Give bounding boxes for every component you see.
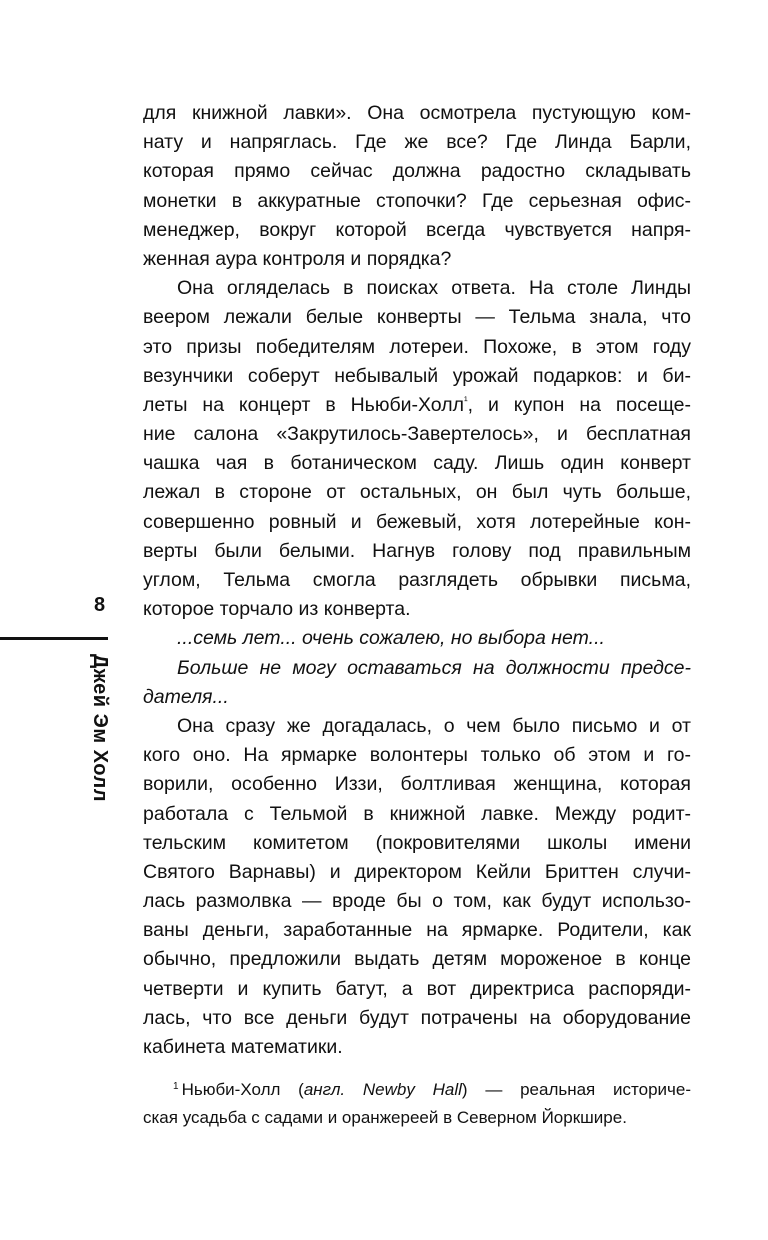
text-line: кого оно. На ярмарке волонтеры только об этом и го- xyxy=(143,744,691,767)
text-segment: леты на концерт в Ньюби-Холл xyxy=(143,393,464,416)
footnote-mark: 1 xyxy=(173,1081,179,1092)
text-line: для книжной лавки». Она осмотрела пустующую ком- xyxy=(143,102,691,124)
text-line: кабинета математики. xyxy=(143,1036,343,1058)
text-line: ваны деньги, заработанные на ярмарке. Родители, как xyxy=(143,919,691,942)
text-line: везунчики соберут небывалый урожай подарков: и би- xyxy=(143,364,691,387)
text-line: которая прямо сейчас должна радостно складывать xyxy=(143,160,691,183)
text-line: чашка чая в ботаническом саду. Лишь один конверт xyxy=(143,452,691,475)
letter-quote-line: дателя... xyxy=(143,685,229,708)
footnote-text: Ньюби-Холл ( xyxy=(181,1080,304,1099)
text-line: монетки в аккуратные стопочки? Где серьезная офис- xyxy=(143,189,691,212)
text-line-with-footnote xyxy=(143,391,691,420)
text-line: лежал в стороне от остальных, он был чуть больше, xyxy=(143,481,691,504)
author-running-head: Джей Эм Холл xyxy=(89,654,111,802)
text-line: четверти и купить батут, а вот директриса распоряди- xyxy=(143,977,691,1000)
letter-quote-line: Больше не могу оставаться на должности предсе- xyxy=(177,656,691,679)
text-line: лась размолвка — вроде бы о том, как будут использо- xyxy=(143,890,691,913)
text-line: совершенно ровный и бежевый, хотя лотерейные кон- xyxy=(143,510,691,533)
text-line: Она огляделась в поисках ответа. На столе Линды xyxy=(177,277,691,300)
letter-quote-line: ...семь лет... очень сожалею, но выбора нет... xyxy=(177,627,605,650)
page-edge-rule xyxy=(0,637,108,640)
text-segment: , и купон на посеще- xyxy=(467,393,691,416)
text-line: веером лежали белые конверты — Тельма знала, что xyxy=(143,306,691,329)
page-number: 8 xyxy=(94,594,106,616)
text-line: обычно, предложили выдать детям мороженое в конце xyxy=(143,948,691,971)
text-line: менеджер, вокруг которой всегда чувствуется напря- xyxy=(143,218,691,241)
text-line: которое торчало из конверта. xyxy=(143,598,411,621)
text-line: ние салона «Закрутилось-Завертелось», и бесплатная xyxy=(143,423,691,446)
text-line: тельским комитетом (покровителями школы имени xyxy=(143,831,691,854)
text-line: женная аура контроля и порядка? xyxy=(143,247,452,270)
text-line: нату и напряглась. Где же все? Где Линда Барли, xyxy=(143,131,691,154)
text-line: углом, Тельма смогла разглядеть обрывки письма, xyxy=(143,569,691,591)
text-line: ворили, особенно Иззи, болтливая женщина, которая xyxy=(143,773,691,796)
footnote-text: ) — реальная историче- xyxy=(461,1080,691,1099)
footnote-line xyxy=(143,1076,691,1104)
text-line: работала с Тельмой в книжной лавке. Между родит- xyxy=(143,802,691,825)
footnote-italic-text: англ. Newby Hall xyxy=(303,1080,462,1099)
text-line: это призы победителям лотереи. Похоже, в этом году xyxy=(143,335,691,358)
text-line: Святого Варнавы) и директором Кейли Бриттен случи- xyxy=(143,860,691,883)
body-text xyxy=(143,99,691,1062)
footnote xyxy=(143,1076,691,1132)
text-line: верты были белыми. Нагнув голову под правильным xyxy=(143,539,691,562)
footnote-ref: ¹ xyxy=(463,394,468,407)
footnote-line: ская усадьба с садами и оранжереей в Северном Йоркшире. xyxy=(143,1108,627,1127)
text-line: Она сразу же догадалась, о чем было письмо и от xyxy=(177,714,691,737)
text-line: лась, что все деньги будут потрачены на оборудование xyxy=(143,1006,691,1029)
